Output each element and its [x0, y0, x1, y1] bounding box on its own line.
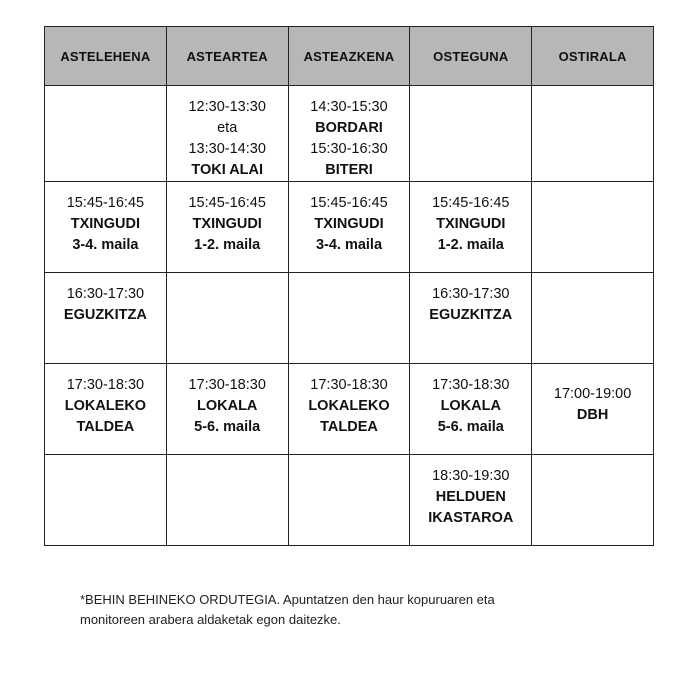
schedule-cell [532, 364, 654, 455]
schedule-row [45, 273, 654, 364]
session-group: IKASTAROA [428, 510, 514, 526]
footnote-line: *BEHIN BEHINEKO ORDUTEGIA. Apuntatzen den haur kopuruaren eta [80, 592, 495, 607]
schedule-cell [45, 273, 167, 364]
session-entry [410, 455, 531, 529]
session-entry [532, 364, 653, 426]
session-time: 15:30-16:30 [310, 141, 388, 157]
session-time: 17:30-18:30 [188, 377, 266, 393]
session-group: 1-2. maila [194, 237, 261, 253]
session-entry [45, 364, 166, 438]
session-entry [289, 86, 410, 181]
schedule-cell [532, 182, 654, 273]
session-time: 15:45-16:45 [188, 195, 266, 211]
session-group: TALDEA [320, 419, 378, 435]
session-time: 16:30-17:30 [432, 286, 510, 302]
session-group: 1-2. maila [437, 237, 504, 253]
session-group: LOKALEKO [64, 398, 147, 414]
schedule-cell [166, 182, 288, 273]
schedule-cell [288, 455, 410, 546]
schedule-cell [410, 364, 532, 455]
session-time: 18:30-19:30 [432, 468, 510, 484]
session-time: 12:30-13:30 [188, 99, 266, 115]
schedule-cell [166, 455, 288, 546]
session-time: 14:30-15:30 [310, 99, 388, 115]
schedule-table [44, 26, 654, 546]
session-group: LOKALA [196, 398, 258, 414]
schedule-cell [288, 273, 410, 364]
session-group: 3-4. maila [72, 237, 139, 253]
session-time: 16:30-17:30 [66, 286, 145, 302]
session-time: eta [217, 120, 238, 136]
day-header: ASTELEHENA [45, 27, 167, 86]
schedule-row [45, 364, 654, 455]
schedule-cell [410, 273, 532, 364]
session-time: 15:45-16:45 [310, 195, 388, 211]
session-entry [167, 182, 288, 256]
schedule-cell [166, 364, 288, 455]
schedule-row [45, 455, 654, 546]
session-group: EGUZKITZA [429, 307, 513, 323]
session-group: EGUZKITZA [63, 307, 147, 323]
session-entry [410, 182, 531, 256]
session-group: TOKI ALAI [191, 162, 264, 178]
schedule-cell [45, 182, 167, 273]
schedule-cell [410, 86, 532, 182]
schedule-cell [532, 273, 654, 364]
schedule-cell [288, 182, 410, 273]
session-time: 17:30-18:30 [432, 377, 510, 393]
footnote-line: monitoreen arabera aldaketak egon daitezke. [80, 612, 341, 627]
session-group: TXINGUDI [314, 216, 384, 232]
session-entry [45, 273, 166, 326]
session-entry [289, 364, 410, 438]
session-entry [289, 182, 410, 256]
schedule-cell [45, 364, 167, 455]
session-time: 17:30-18:30 [310, 377, 388, 393]
session-group: BORDARI [315, 120, 383, 136]
schedule-row [45, 182, 654, 273]
session-group: DBH [576, 407, 609, 423]
session-entry [167, 364, 288, 438]
header-row [45, 27, 654, 86]
schedule-body [45, 86, 654, 546]
schedule-cell [410, 455, 532, 546]
session-group: TXINGUDI [436, 216, 506, 232]
session-time: 13:30-14:30 [188, 141, 266, 157]
session-entry [45, 182, 166, 256]
session-time: 17:30-18:30 [66, 377, 145, 393]
schedule-cell [45, 86, 167, 182]
session-entry [410, 364, 531, 438]
session-group: 3-4. maila [315, 237, 383, 253]
session-time: 15:45-16:45 [432, 195, 510, 211]
session-group: TALDEA [76, 419, 135, 435]
schedule-cell [532, 455, 654, 546]
session-entry [167, 86, 288, 181]
session-group: TXINGUDI [192, 216, 262, 232]
session-group: TXINGUDI [70, 216, 141, 232]
schedule-row [45, 86, 654, 182]
session-entry [410, 273, 531, 326]
schedule-cell [166, 86, 288, 182]
session-time: 17:00-19:00 [553, 386, 632, 402]
day-header: OSTIRALA [532, 27, 654, 86]
footnote [80, 590, 600, 630]
schedule-cell [166, 273, 288, 364]
session-group: 5-6. maila [437, 419, 504, 435]
day-header: ASTEARTEA [166, 27, 288, 86]
schedule-cell [45, 455, 167, 546]
schedule-cell [532, 86, 654, 182]
schedule-cell [288, 364, 410, 455]
session-group: LOKALA [440, 398, 501, 414]
session-group: LOKALEKO [308, 398, 390, 414]
session-time: 15:45-16:45 [66, 195, 145, 211]
session-group: HELDUEN [435, 489, 506, 505]
schedule-cell [288, 86, 410, 182]
session-group: BITERI [325, 162, 373, 178]
day-header: OSTEGUNA [410, 27, 532, 86]
session-group: 5-6. maila [194, 419, 261, 435]
day-header: ASTEAZKENA [288, 27, 410, 86]
schedule-cell [410, 182, 532, 273]
